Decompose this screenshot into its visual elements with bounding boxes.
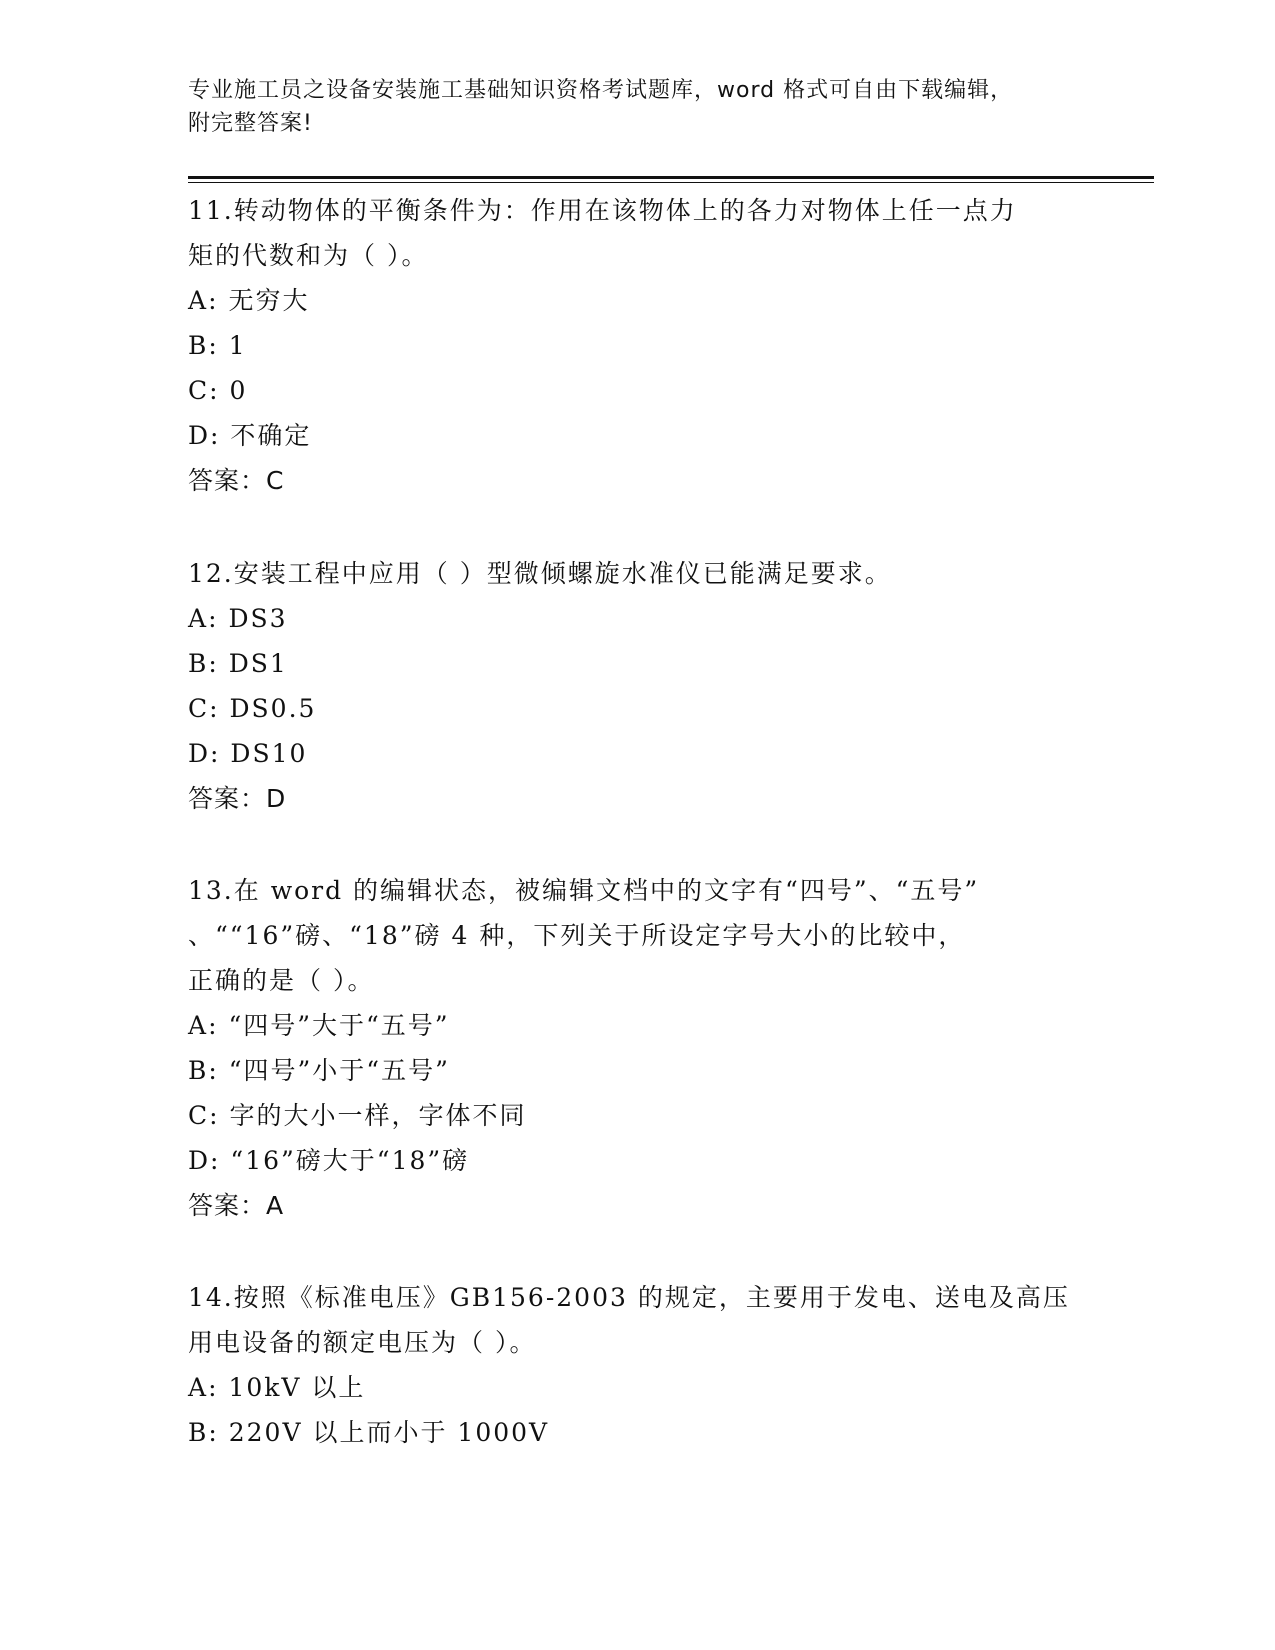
question-11 — [188, 188, 1088, 503]
option-separator: : — [208, 286, 229, 315]
option-separator: : — [208, 1418, 229, 1447]
header-divider-thin — [188, 182, 1154, 183]
option-letter: A — [188, 286, 209, 315]
option-letter: D — [188, 421, 211, 450]
option-text: 10kV 以上 — [228, 1373, 366, 1402]
header-line-2: 附完整答案! — [188, 111, 313, 136]
question-13 — [188, 868, 1088, 1228]
option-separator: : — [210, 1146, 231, 1175]
question-stem-line: 、““16”磅、“18”磅 4 种，下列关于所设定字号大小的比较中， — [188, 921, 966, 950]
option-letter: D — [188, 739, 211, 768]
option-letter: B — [188, 649, 209, 678]
option-letter: B — [188, 1056, 209, 1085]
option-text: 不确定 — [230, 421, 312, 450]
question-stem-line: 13.在 word 的编辑状态，被编辑文档中的文字有“四号”、“五号” — [188, 876, 980, 905]
option-text: DS3 — [228, 604, 288, 633]
option-text: “四号”小于“五号” — [228, 1056, 450, 1085]
option-separator: : — [210, 739, 231, 768]
option-text: 字的大小一样，字体不同 — [229, 1101, 527, 1130]
option-a — [188, 1003, 1088, 1048]
question-stem-line: 12.安装工程中应用（ ）型微倾螺旋水准仪已能满足要求。 — [188, 559, 892, 588]
option-text: 无穷大 — [228, 286, 310, 315]
question-stem-line: 用电设备的额定电压为（ ）。 — [188, 1328, 537, 1357]
option-d — [188, 413, 1088, 458]
option-c — [188, 368, 1088, 413]
header-line-1: 专业施工员之设备安装施工基础知识资格考试题库，word 格式可自由下载编辑， — [188, 78, 1014, 103]
header-divider-thick — [188, 176, 1154, 179]
option-separator: : — [208, 649, 229, 678]
question-stem-line: 矩的代数和为（ ）。 — [188, 241, 429, 270]
option-separator: : — [208, 1011, 229, 1040]
option-text: 220V 以上而小于 1000V — [228, 1418, 550, 1447]
option-text: DS1 — [228, 649, 288, 678]
answer-line: 答案：C — [188, 466, 285, 495]
option-a — [188, 278, 1088, 323]
option-text: 1 — [228, 331, 247, 360]
answer-line: 答案：A — [188, 1191, 285, 1220]
option-separator: : — [208, 331, 229, 360]
option-a — [188, 1365, 1088, 1410]
option-d — [188, 731, 1088, 776]
option-separator: : — [209, 1101, 230, 1130]
option-b — [188, 641, 1088, 686]
option-separator: : — [208, 1373, 229, 1402]
option-letter: A — [188, 1373, 209, 1402]
option-d — [188, 1138, 1088, 1183]
option-c — [188, 1093, 1088, 1138]
option-text: DS0.5 — [229, 694, 317, 723]
option-text: DS10 — [230, 739, 308, 768]
document-header — [188, 74, 1088, 140]
answer-line: 答案：D — [188, 784, 287, 813]
option-letter: D — [188, 1146, 211, 1175]
option-text: 0 — [229, 376, 248, 405]
option-b — [188, 1410, 1088, 1455]
question-stem-line: 14.按照《标准电压》GB156-2003 的规定，主要用于发电、送电及高压 — [188, 1283, 1070, 1312]
question-stem-line: 正确的是（ ）。 — [188, 966, 375, 995]
option-separator: : — [209, 376, 230, 405]
option-separator: : — [208, 1056, 229, 1085]
option-letter: C — [188, 376, 210, 405]
option-letter: C — [188, 1101, 210, 1130]
option-b — [188, 323, 1088, 368]
option-letter: C — [188, 694, 210, 723]
option-letter: B — [188, 331, 209, 360]
option-letter: A — [188, 1011, 209, 1040]
option-b — [188, 1048, 1088, 1093]
option-letter: B — [188, 1418, 209, 1447]
option-text: “16”磅大于“18”磅 — [230, 1146, 470, 1175]
question-stem-line: 11.转动物体的平衡条件为：作用在该物体上的各力对物体上任一点力 — [188, 196, 1017, 225]
question-12 — [188, 551, 1088, 821]
question-14 — [188, 1275, 1088, 1455]
option-separator: : — [208, 604, 229, 633]
option-separator: : — [210, 421, 231, 450]
option-a — [188, 596, 1088, 641]
option-c — [188, 686, 1088, 731]
option-separator: : — [209, 694, 230, 723]
option-letter: A — [188, 604, 209, 633]
option-text: “四号”大于“五号” — [228, 1011, 450, 1040]
